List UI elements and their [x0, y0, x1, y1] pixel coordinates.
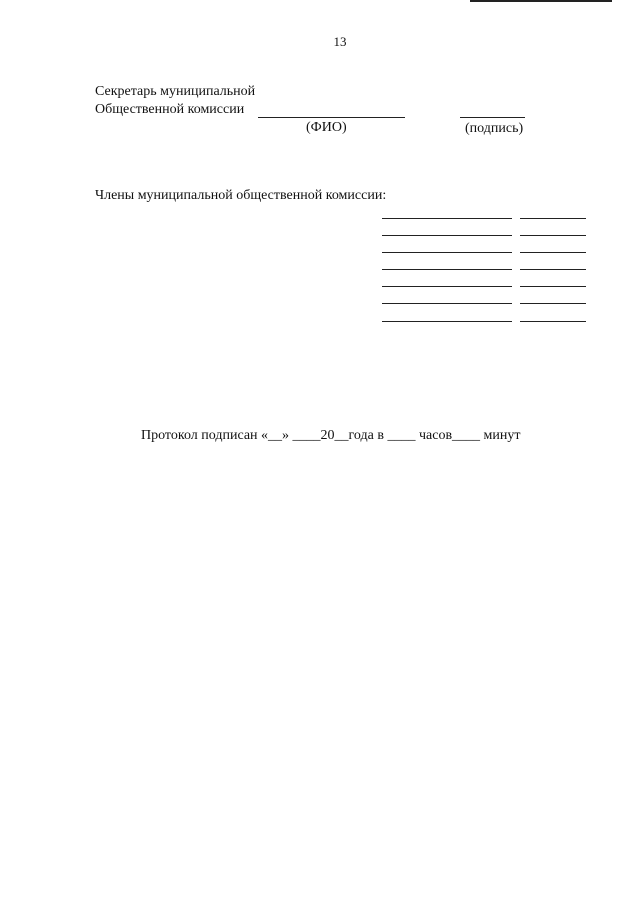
member-signature-line: [520, 303, 586, 304]
member-signature-line: [520, 269, 586, 270]
members-heading: Члены муниципальной общественной комиссии:: [95, 188, 387, 203]
member-fio-line: [382, 321, 512, 322]
header-rule: [470, 0, 612, 2]
signature-caption: (подпись): [465, 121, 524, 136]
member-signature-line: [520, 286, 586, 287]
page-number: 13: [333, 34, 347, 49]
secretary-signature-line: [460, 117, 525, 118]
secretary-title-line2: Общественной комиссии: [95, 102, 245, 117]
member-signature-line: [520, 321, 586, 322]
member-fio-line: [382, 235, 512, 236]
secretary-fio-line: [258, 117, 405, 118]
member-signature-line: [520, 218, 586, 219]
member-fio-line: [382, 269, 512, 270]
member-signature-line: [520, 235, 586, 236]
member-fio-line: [382, 252, 512, 253]
protocol-signed-line: Протокол подписан «__» ____20__года в ____ часов____ минут: [141, 428, 521, 443]
fio-caption: (ФИО): [306, 120, 347, 135]
member-signature-line: [520, 252, 586, 253]
member-fio-line: [382, 303, 512, 304]
member-fio-line: [382, 218, 512, 219]
member-fio-line: [382, 286, 512, 287]
secretary-title-line1: Секретарь муниципальной: [95, 84, 256, 99]
